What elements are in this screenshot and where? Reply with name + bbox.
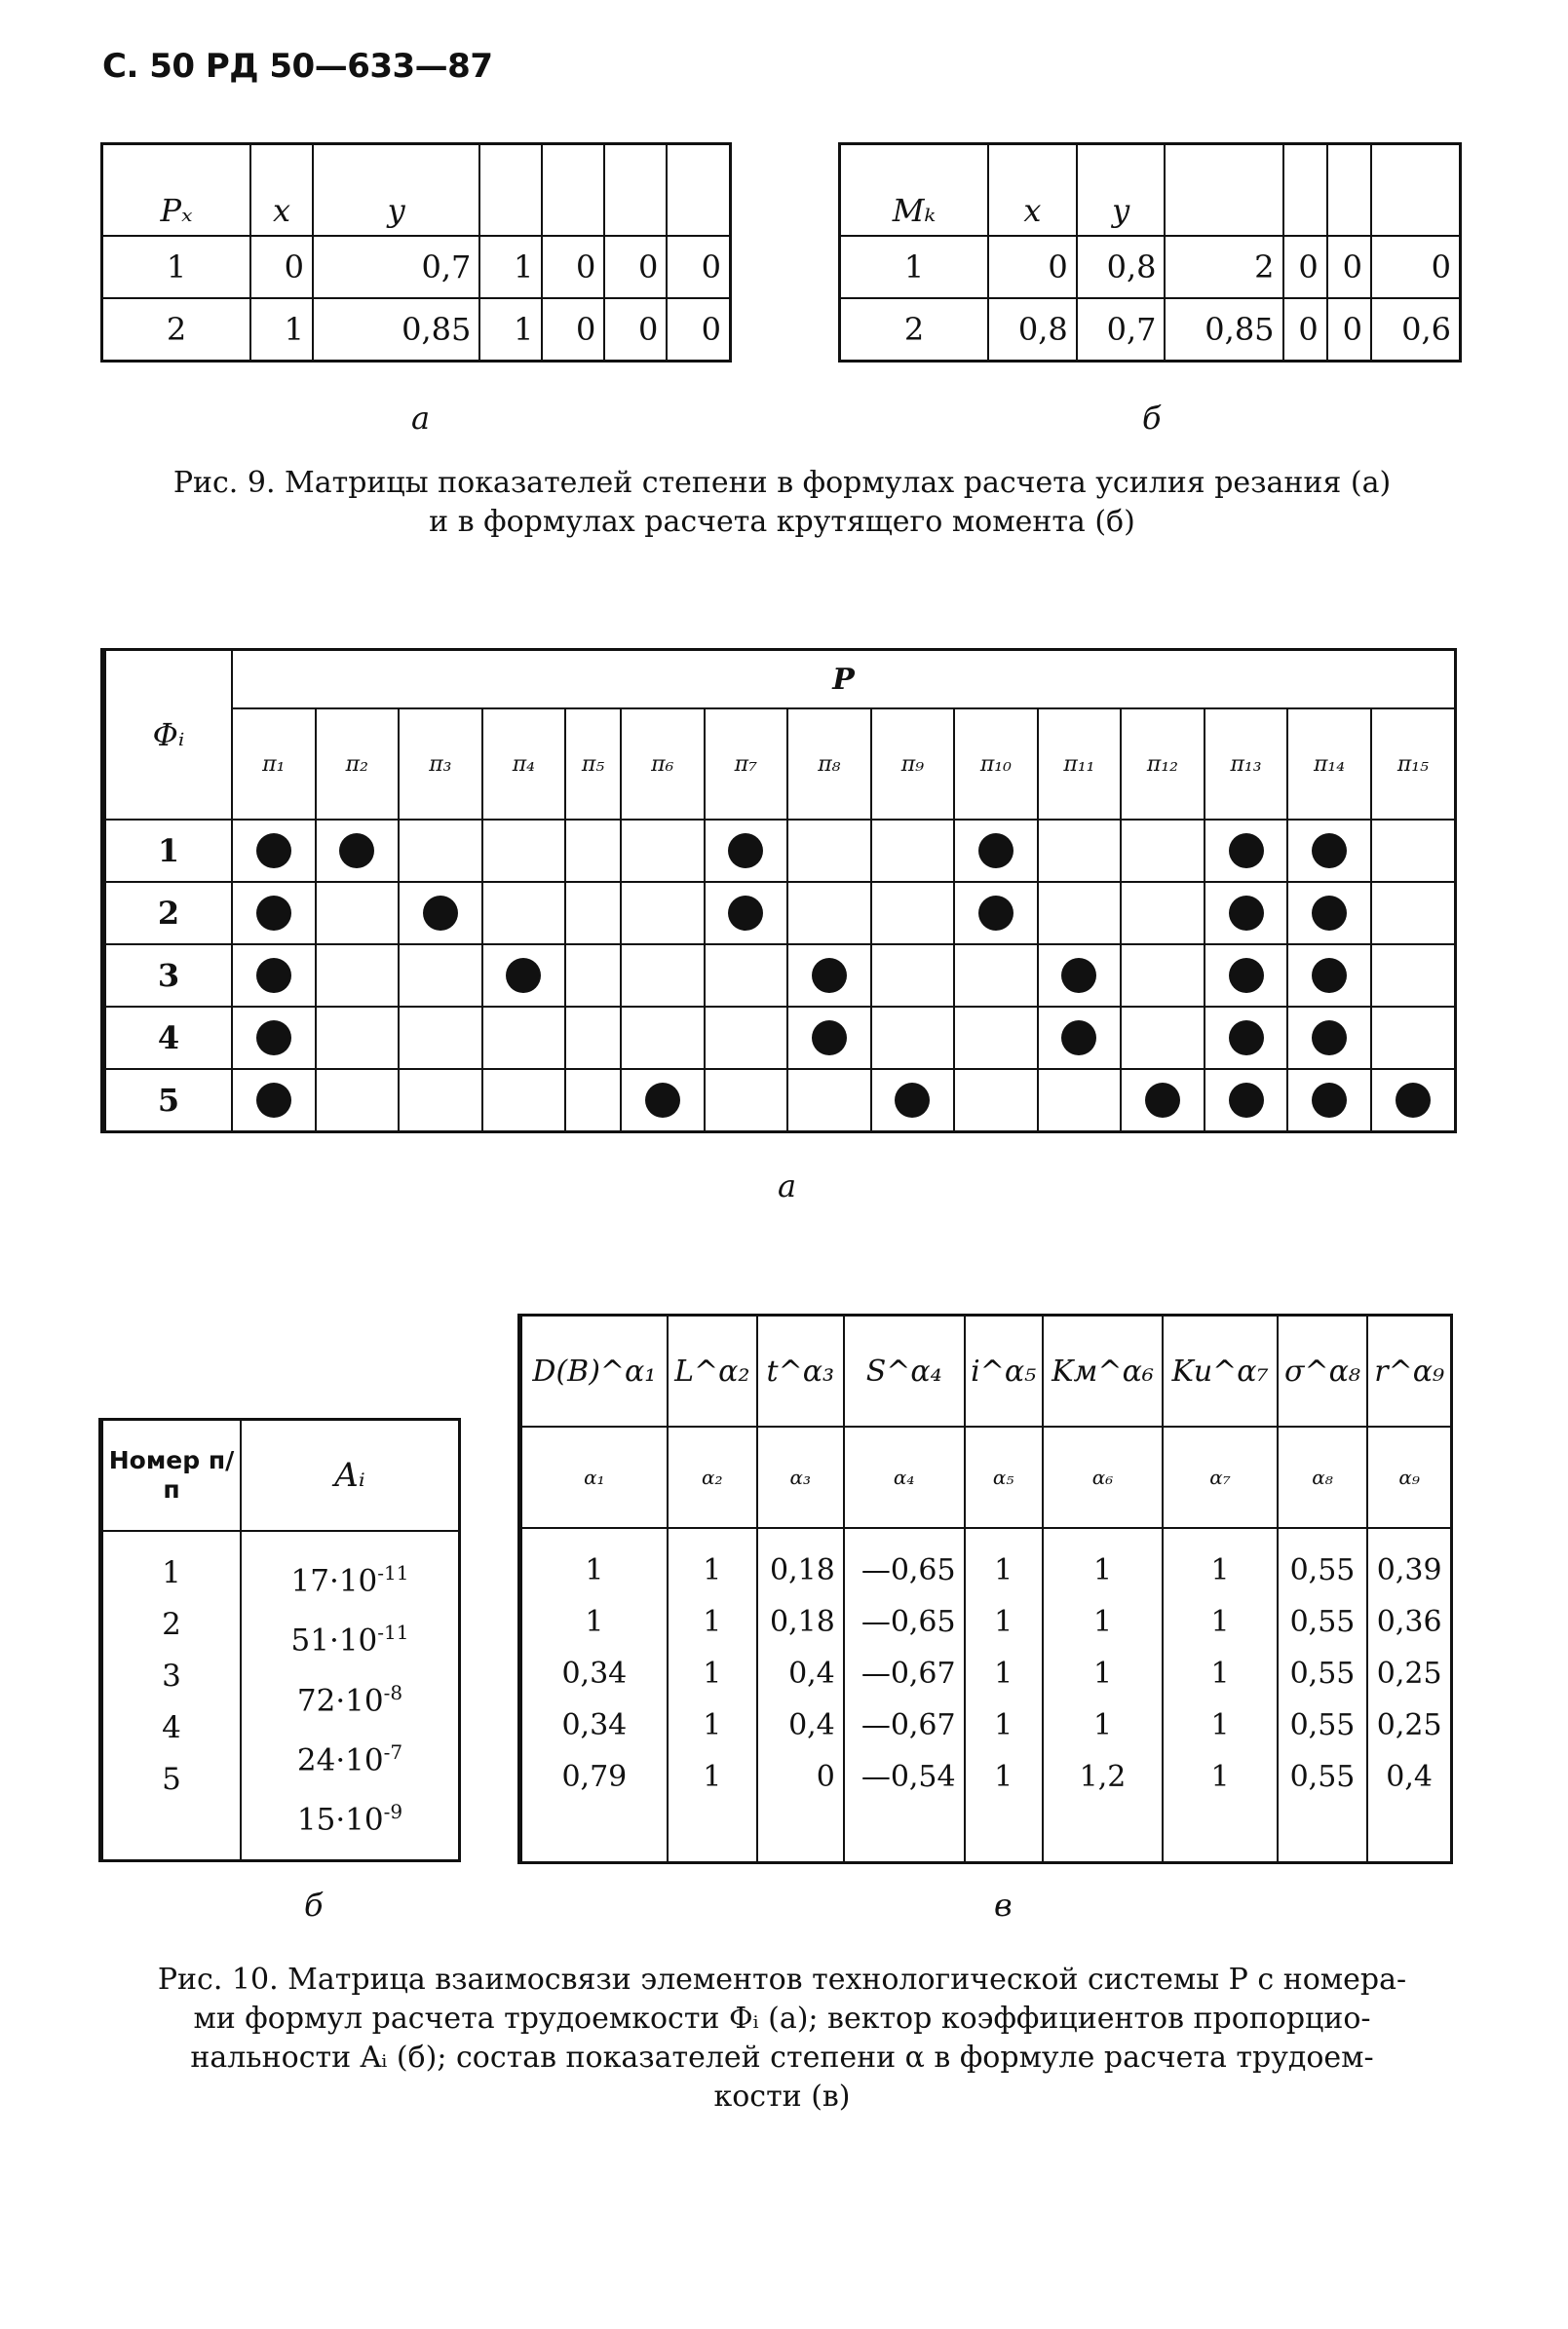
matrix-cell: [1038, 1007, 1122, 1069]
matrix-cell: [399, 1069, 482, 1132]
alpha-value: 1: [994, 1553, 1013, 1587]
dot-icon: [1061, 958, 1096, 993]
matrix-cell: [621, 820, 705, 882]
matrix-cell: [1287, 1069, 1371, 1132]
factor-header: L^α₂: [668, 1316, 757, 1428]
pi-header-cell: π₄: [482, 708, 566, 820]
fig10a-matrix: [100, 648, 1457, 1133]
factor-header: Kи^α₇: [1163, 1316, 1277, 1428]
fig10b-table: [98, 1418, 461, 1862]
matrix-cell: [399, 882, 482, 944]
matrix-cell: [1205, 1069, 1288, 1132]
alpha-value: 1: [1210, 1657, 1230, 1691]
matrix-cell: [871, 944, 955, 1007]
alpha-value: 1: [703, 1760, 722, 1794]
page-header: С. 50 РД 50—633—87: [102, 47, 493, 86]
factor-header: S^α₄: [844, 1316, 965, 1428]
alpha-value: —0,67: [860, 1708, 956, 1742]
dot-icon: [256, 1020, 291, 1055]
pi-header-cell: π₆: [621, 708, 705, 820]
matrix-cell: [621, 882, 705, 944]
pi-header-cell: π₁₃: [1205, 708, 1288, 820]
fig10a-body: [103, 820, 1456, 1132]
dot-icon: [256, 833, 291, 868]
dot-icon: [1229, 833, 1264, 868]
dot-icon: [1229, 958, 1264, 993]
b-cell: 1: [840, 236, 989, 298]
alpha-value: 0,18: [769, 1605, 835, 1639]
dot-icon: [1312, 958, 1347, 993]
row-number: 3: [103, 944, 232, 1007]
row-number: 2: [162, 1607, 181, 1642]
matrix-cell: [1371, 820, 1456, 882]
alpha-value: 0,25: [1376, 1657, 1442, 1691]
alpha-value: 1: [1210, 1760, 1230, 1794]
matrix-cell: [565, 882, 621, 944]
fig10b-label: б: [304, 1887, 324, 1924]
fig10-caption-line3: нальности Aᵢ (б); состав показателей степени α в формуле расчета трудоем-: [190, 2041, 1374, 2075]
dot-icon: [256, 958, 291, 993]
dot-icon: [645, 1083, 680, 1118]
dot-icon: [506, 958, 541, 993]
matrix-cell: [482, 944, 566, 1007]
ai-column: [241, 1531, 460, 1861]
fig10a-label: а: [778, 1167, 797, 1204]
alpha-value: 1: [1092, 1605, 1113, 1639]
matrix-cell: [705, 882, 788, 944]
alpha-value: 0,55: [1289, 1657, 1356, 1691]
dot-icon: [1312, 896, 1347, 931]
a-cell: 0,7: [313, 236, 479, 298]
matrix-cell: [565, 1007, 621, 1069]
dot-icon: [728, 896, 763, 931]
matrix-cell: [1287, 1007, 1371, 1069]
alpha-value: 0,55: [1289, 1605, 1356, 1639]
matrix-cell: [565, 1069, 621, 1132]
row-number: 5: [103, 1069, 232, 1132]
a-cell: 1: [479, 236, 542, 298]
dot-icon: [1312, 1020, 1347, 1055]
fig9a-label: а: [411, 400, 431, 437]
alpha-column: [520, 1528, 668, 1863]
fig10-caption-line1: Рис. 10. Матрица взаимосвязи элементов технологической системы P с номера-: [157, 1963, 1407, 1997]
fig9b-body: [840, 144, 1461, 362]
fig10-caption-line4: кости (в): [713, 2080, 851, 2114]
factor-header: t^α₃: [757, 1316, 844, 1428]
alpha-column: [965, 1528, 1043, 1863]
matrix-cell: [482, 1069, 566, 1132]
a-cell: 1: [102, 236, 251, 298]
matrix-cell: [1205, 820, 1288, 882]
b-head-cell: y: [1077, 144, 1166, 237]
alpha-value: 0,36: [1376, 1605, 1442, 1639]
b-cell: 2: [840, 298, 989, 362]
b-head-cell: [1371, 144, 1461, 237]
matrix-cell: [954, 820, 1038, 882]
dot-icon: [812, 958, 847, 993]
row-number: 5: [162, 1762, 181, 1797]
matrix-cell: [399, 944, 482, 1007]
matrix-cell: [565, 944, 621, 1007]
factor-header: σ^α₈: [1278, 1316, 1368, 1428]
a-cell: 0: [667, 236, 730, 298]
a-cell: 0: [604, 298, 667, 362]
matrix-row: [103, 944, 1456, 1007]
alpha-value: 0,55: [1289, 1553, 1356, 1587]
pi-header-cell: π₃: [399, 708, 482, 820]
matrix-cell: [232, 944, 316, 1007]
dot-icon: [978, 833, 1013, 868]
alpha-value: 0,34: [561, 1657, 628, 1691]
a-head-cell: [667, 144, 730, 237]
matrix-cell: [482, 820, 566, 882]
a-cell: 2: [102, 298, 251, 362]
matrix-cell: [1038, 944, 1122, 1007]
matrix-cell: [316, 820, 400, 882]
fig10v-alpha-row: [520, 1427, 1452, 1528]
matrix-row: [103, 1069, 1456, 1132]
alpha-header: α₅: [965, 1427, 1043, 1528]
ai-mantissa: 51·10: [290, 1623, 378, 1659]
matrix-cell: [1205, 944, 1288, 1007]
dot-icon: [256, 896, 291, 931]
a-head-cell: [479, 144, 542, 237]
ai-value: [242, 1667, 458, 1727]
row-number: 1: [162, 1555, 181, 1590]
matrix-cell: [399, 1007, 482, 1069]
ai-exponent: -11: [377, 1621, 409, 1645]
ai-value: [242, 1727, 458, 1786]
matrix-cell: [1038, 882, 1122, 944]
matrix-cell: [787, 1069, 871, 1132]
dot-icon: [978, 896, 1013, 931]
alpha-value: 1: [703, 1657, 722, 1691]
alpha-value: —0,54: [860, 1760, 956, 1794]
b-head-cell: x: [988, 144, 1077, 237]
b-cell: 0,8: [988, 298, 1077, 362]
ai-mantissa: 24·10: [296, 1742, 384, 1778]
alpha-value: 0,55: [1289, 1708, 1356, 1742]
alpha-value: 0,18: [769, 1553, 835, 1587]
pi-header-cell: π₂: [316, 708, 400, 820]
alpha-value: 1: [994, 1708, 1013, 1742]
alpha-value: 1: [1092, 1708, 1113, 1742]
b-cell: 0: [1283, 298, 1327, 362]
alpha-value: 1: [585, 1553, 604, 1587]
pi-header-cell: π₉: [871, 708, 955, 820]
matrix-cell: [1121, 1069, 1205, 1132]
fig9a-table: [100, 142, 732, 363]
alpha-column: [844, 1528, 965, 1863]
pi-header-cell: π₁₅: [1371, 708, 1456, 820]
alpha-header: α₉: [1367, 1427, 1451, 1528]
matrix-cell: [705, 944, 788, 1007]
fig9-caption-line2: и в формулах расчета крутящего момента (б): [429, 505, 1135, 539]
fig10-caption-line2: ми формул расчета трудоемкости Φᵢ (а); вектор коэффициентов пропорцио-: [193, 2002, 1371, 2036]
fig9-caption: [102, 464, 1462, 542]
row-number: 3: [162, 1659, 181, 1694]
matrix-cell: [1371, 882, 1456, 944]
fig9b-table: [838, 142, 1462, 363]
ai-value: [242, 1607, 458, 1666]
matrix-cell: [621, 1069, 705, 1132]
dot-icon: [812, 1020, 847, 1055]
matrix-cell: [871, 882, 955, 944]
ai-value: [242, 1786, 458, 1846]
row-number: 4: [103, 1007, 232, 1069]
matrix-cell: [1371, 1007, 1456, 1069]
ai-exponent: -8: [383, 1680, 403, 1704]
matrix-cell: [1121, 882, 1205, 944]
fig9a-body: [102, 144, 731, 362]
a-head-cell: Pₓ: [102, 144, 251, 237]
fig9b-label: б: [1142, 400, 1162, 437]
alpha-header: α₈: [1278, 1427, 1368, 1528]
ai-exponent: -11: [377, 1561, 409, 1584]
b-cell: 0: [1371, 236, 1461, 298]
pi-header-cell: π₈: [787, 708, 871, 820]
matrix-cell: [705, 820, 788, 882]
alpha-value: 0,34: [561, 1708, 628, 1742]
alpha-value: 1: [1210, 1553, 1230, 1587]
dot-icon: [1312, 1083, 1347, 1118]
matrix-row: [103, 820, 1456, 882]
pi-header-cell: π₁₄: [1287, 708, 1371, 820]
matrix-cell: [1287, 820, 1371, 882]
b-cell: 0: [988, 236, 1077, 298]
matrix-cell: [1121, 820, 1205, 882]
ai-mantissa: 15·10: [296, 1802, 384, 1838]
dot-icon: [423, 896, 458, 931]
row-number: 2: [103, 882, 232, 944]
a-cell: 0: [250, 236, 313, 298]
alpha-column: [757, 1528, 844, 1863]
ai-mantissa: 17·10: [290, 1563, 378, 1599]
pi-header-cell: π₁₀: [954, 708, 1038, 820]
a-head-cell: [542, 144, 604, 237]
ai-exponent: -7: [383, 1739, 403, 1764]
fig9-caption-line1: Рис. 9. Матрицы показателей степени в формулах расчета усилия резания (а): [172, 466, 1392, 500]
alpha-header: α₃: [757, 1427, 844, 1528]
pi-header-cell: π₇: [705, 708, 788, 820]
alpha-value: 1: [703, 1708, 722, 1742]
fig10v-body-row: [520, 1528, 1452, 1863]
a-cell: 0: [667, 298, 730, 362]
alpha-value: 1: [1092, 1553, 1113, 1587]
matrix-row: [103, 1007, 1456, 1069]
dot-icon: [1229, 896, 1264, 931]
matrix-cell: [316, 882, 400, 944]
number-header: Номер п/п: [101, 1420, 242, 1532]
pi-header-cell: π₁₁: [1038, 708, 1122, 820]
alpha-value: 1: [1092, 1657, 1113, 1691]
matrix-cell: [1371, 1069, 1456, 1132]
b-head-cell: [1165, 144, 1282, 237]
phi-header: Φᵢ: [103, 650, 232, 821]
matrix-cell: [954, 1069, 1038, 1132]
alpha-value: 1,2: [1079, 1760, 1127, 1794]
matrix-cell: [316, 1069, 400, 1132]
a-head-cell: [604, 144, 667, 237]
matrix-cell: [787, 1007, 871, 1069]
matrix-cell: [232, 882, 316, 944]
dot-icon: [1229, 1083, 1264, 1118]
alpha-header: α₂: [668, 1427, 757, 1528]
a-cell: 1: [250, 298, 313, 362]
alpha-value: 0: [816, 1760, 835, 1794]
matrix-row: [103, 882, 1456, 944]
a-cell: 0: [604, 236, 667, 298]
alpha-column: [1367, 1528, 1451, 1863]
b-cell: 0,6: [1371, 298, 1461, 362]
b-cell: 0: [1283, 236, 1327, 298]
ai-mantissa: 72·10: [296, 1682, 384, 1718]
factor-header: i^α₅: [965, 1316, 1043, 1428]
fig10v-header-row: [520, 1316, 1452, 1428]
alpha-column: [1043, 1528, 1164, 1863]
matrix-cell: [482, 1007, 566, 1069]
matrix-cell: [621, 1007, 705, 1069]
matrix-cell: [1121, 944, 1205, 1007]
matrix-cell: [705, 1007, 788, 1069]
alpha-header: α₄: [844, 1427, 965, 1528]
matrix-cell: [621, 944, 705, 1007]
fig10v-label: в: [994, 1887, 1013, 1924]
a-cell: 1: [479, 298, 542, 362]
pi-header-row: [103, 708, 1456, 820]
matrix-cell: [1038, 1069, 1122, 1132]
b-head-cell: [1327, 144, 1371, 237]
matrix-cell: [705, 1069, 788, 1132]
matrix-cell: [232, 820, 316, 882]
matrix-cell: [1205, 882, 1288, 944]
factor-header: D(B)^α₁: [520, 1316, 668, 1428]
matrix-cell: [871, 1007, 955, 1069]
ai-header: Aᵢ: [241, 1420, 460, 1532]
matrix-cell: [565, 820, 621, 882]
a-cell: 0: [542, 236, 604, 298]
alpha-value: 1: [703, 1553, 722, 1587]
matrix-cell: [954, 944, 1038, 1007]
matrix-cell: [1371, 944, 1456, 1007]
factor-header: r^α₉: [1367, 1316, 1451, 1428]
matrix-cell: [232, 1007, 316, 1069]
b-head-cell: Mₖ: [840, 144, 989, 237]
alpha-column: [1163, 1528, 1277, 1863]
factor-header: Kм^α₆: [1043, 1316, 1164, 1428]
matrix-cell: [316, 944, 400, 1007]
alpha-column: [668, 1528, 757, 1863]
dot-icon: [256, 1083, 291, 1118]
alpha-value: 0,4: [788, 1657, 835, 1691]
a-cell: 0,85: [313, 298, 479, 362]
alpha-value: —0,65: [860, 1553, 956, 1587]
row-number: 1: [103, 820, 232, 882]
alpha-column: [1278, 1528, 1368, 1863]
pi-header-cell: π₁₂: [1121, 708, 1205, 820]
alpha-value: 1: [994, 1760, 1013, 1794]
dot-icon: [1061, 1020, 1096, 1055]
alpha-value: 0,4: [788, 1708, 835, 1742]
matrix-cell: [787, 882, 871, 944]
b-cell: 0: [1327, 236, 1371, 298]
a-cell: 0: [542, 298, 604, 362]
alpha-value: 1: [1210, 1605, 1230, 1639]
alpha-value: —0,65: [860, 1605, 956, 1639]
alpha-value: 1: [994, 1657, 1013, 1691]
alpha-value: 0,4: [1386, 1760, 1433, 1794]
alpha-value: 0,79: [561, 1760, 628, 1794]
alpha-header: α₆: [1043, 1427, 1164, 1528]
matrix-cell: [1287, 944, 1371, 1007]
pi-header-cell: π₁: [232, 708, 316, 820]
matrix-cell: [1121, 1007, 1205, 1069]
matrix-cell: [954, 882, 1038, 944]
matrix-cell: [871, 820, 955, 882]
matrix-cell: [232, 1069, 316, 1132]
b-cell: 0,8: [1077, 236, 1166, 298]
fig10v-table: [517, 1314, 1453, 1864]
alpha-value: —0,67: [860, 1657, 956, 1691]
alpha-value: 1: [1210, 1708, 1230, 1742]
alpha-header: α₇: [1163, 1427, 1277, 1528]
dot-icon: [1229, 1020, 1264, 1055]
b-cell: 0,85: [1165, 298, 1282, 362]
dot-icon: [895, 1083, 930, 1118]
ai-value: [242, 1547, 458, 1607]
matrix-cell: [1205, 1007, 1288, 1069]
pi-header-cell: π₅: [565, 708, 621, 820]
matrix-cell: [399, 820, 482, 882]
dot-icon: [339, 833, 374, 868]
matrix-cell: [482, 882, 566, 944]
dot-icon: [1312, 833, 1347, 868]
ai-exponent: -9: [383, 1800, 403, 1824]
alpha-value: 1: [703, 1605, 722, 1639]
matrix-cell: [871, 1069, 955, 1132]
fig10-caption: [102, 1961, 1462, 2117]
alpha-value: 0,55: [1289, 1760, 1356, 1794]
b-cell: 0: [1327, 298, 1371, 362]
matrix-cell: [954, 1007, 1038, 1069]
p-header: P: [232, 650, 1456, 709]
alpha-value: 1: [585, 1605, 604, 1639]
matrix-cell: [787, 820, 871, 882]
dot-icon: [728, 833, 763, 868]
a-head-cell: x: [250, 144, 313, 237]
row-number: 4: [162, 1710, 181, 1745]
b-head-cell: [1283, 144, 1327, 237]
matrix-cell: [787, 944, 871, 1007]
matrix-cell: [1038, 820, 1122, 882]
dot-icon: [1145, 1083, 1180, 1118]
alpha-value: 0,25: [1376, 1708, 1442, 1742]
alpha-value: 0,39: [1376, 1553, 1442, 1587]
dot-icon: [1396, 1083, 1431, 1118]
number-column: [101, 1531, 242, 1861]
a-head-cell: y: [313, 144, 479, 237]
alpha-value: 1: [994, 1605, 1013, 1639]
matrix-cell: [316, 1007, 400, 1069]
b-cell: 0,7: [1077, 298, 1166, 362]
b-cell: 2: [1165, 236, 1282, 298]
matrix-cell: [1287, 882, 1371, 944]
alpha-header: α₁: [520, 1427, 668, 1528]
